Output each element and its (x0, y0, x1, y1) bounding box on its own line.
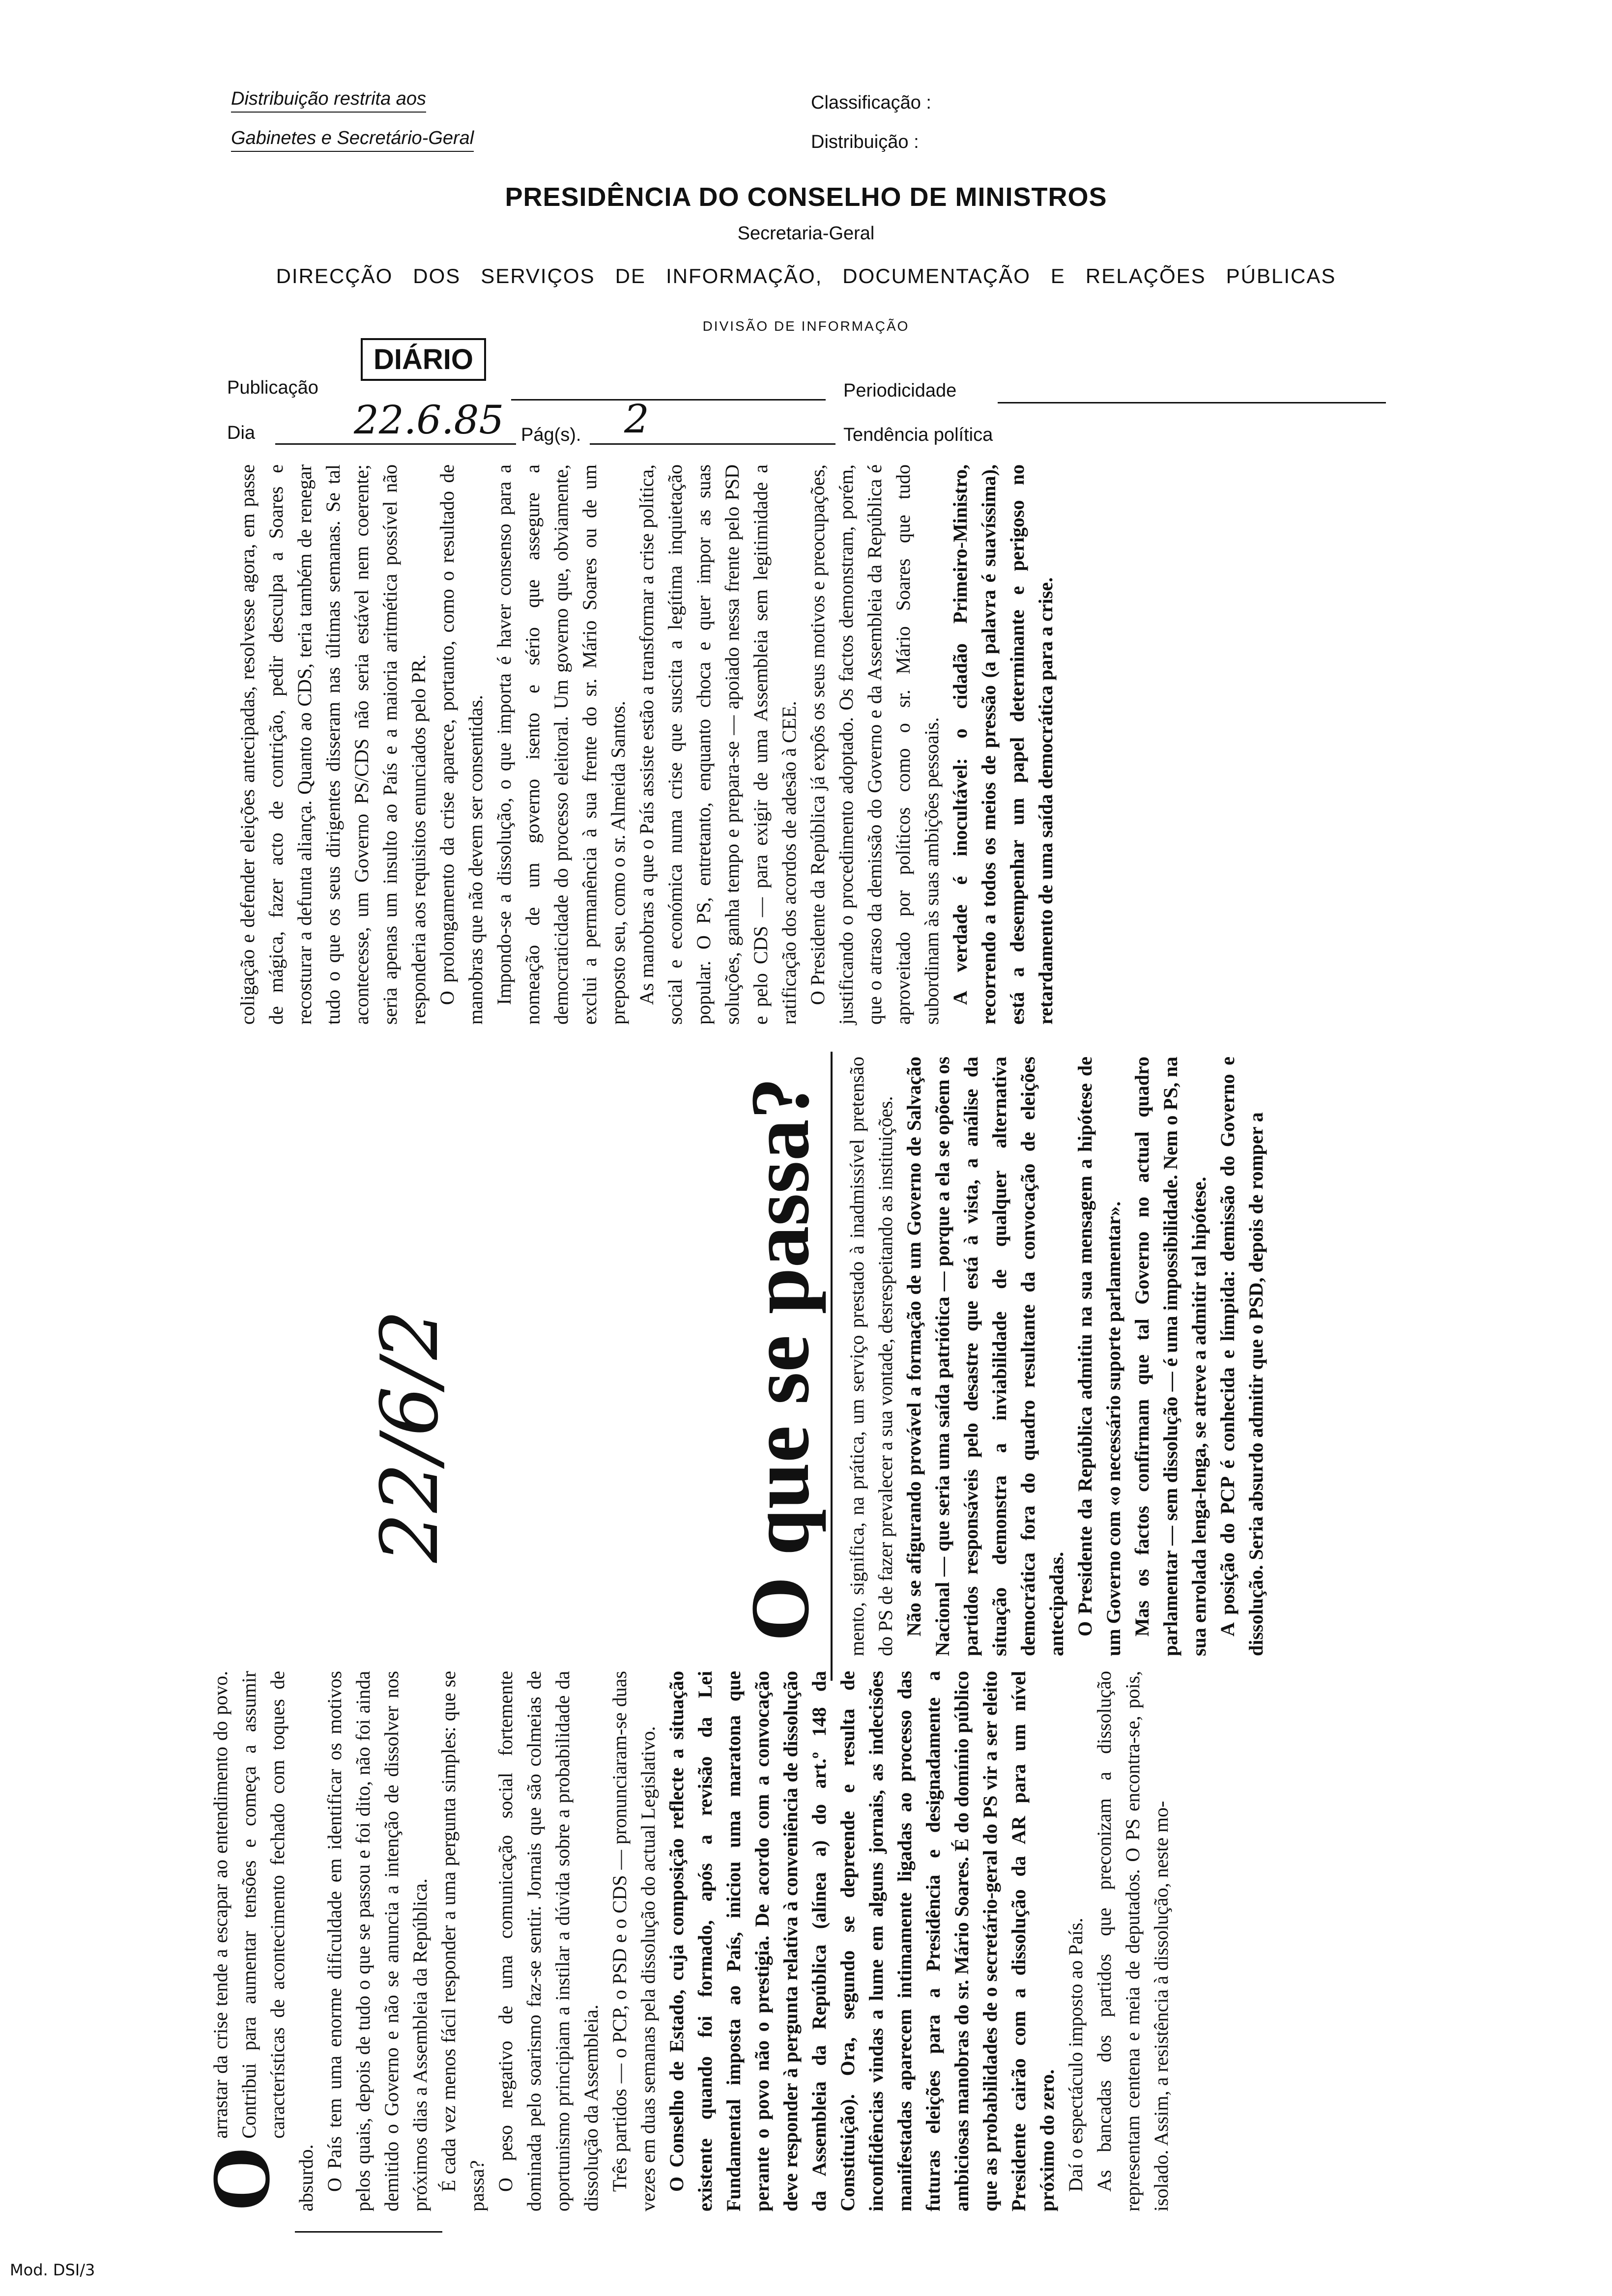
col3-paragraph: Impondo-se a dissolução, o que importa é haver consenso para a nomeação de um governo isento e sério que assegure a democraticidade do processo eleitoral. Um governo que, obviamente, exclui a permanência à sua frente do sr. Mário Soares ou de um preposto seu, como o sr. Almeida Santos. (493, 464, 629, 1025)
restricted-distribution-line2: Gabinetes e Secretário-Geral (231, 128, 474, 152)
restricted-distribution-line1: Distribuição restrita aos (231, 88, 426, 113)
col1-paragraph: O peso negativo de uma comunicação social fortemente dominada pelo soarismo faz-se sentir. Jornais que são colmeias de oportunismo principiam a instilar a dúvida sobre a probabilidade da dissolução da Assembleia. (494, 1671, 602, 2211)
model-code: Mod. DSI/3 (10, 2261, 95, 2279)
col1-paragraph: O País tem uma enorme dificuldade em identificar os motivos pelos quais, depois de tudo o que se passou e foi dito, não foi ainda demitido o Governo e não se anuncia a intenção de dissolver nos próximos dias a Assembleia da República. (323, 1671, 431, 2211)
handwritten-annotation (354, 1081, 482, 1573)
distribution-label: Distribuição : (811, 132, 919, 152)
publicacao-label: Publicação (227, 377, 318, 398)
periodicidade-label: Periodicidade (843, 380, 957, 401)
column-rule (831, 1052, 833, 1681)
paginas-label: Pág(s). (521, 425, 581, 445)
col1-paragraph: É cada vez menos fácil responder a uma pergunta simples: que se passa? (437, 1671, 488, 2211)
col3-paragraph: O Presidente da República já expôs os seus motivos e preocupações, justificando o procedimento adoptado. Os factos demonstram, porém, que o atraso da demissão do Governo e da Assembleia da República é aproveitado por políticos como o sr. Mário Soares que tudo subordinam às suas ambições pessoais. (806, 464, 943, 1025)
col2-paragraph: A posição do PCP é conhecida e límpida: demissão do Governo e dissolução. Seria absurdo admitir que o PSD, depois de romper a (1216, 1057, 1267, 1656)
article-column-2 (843, 1057, 1270, 1656)
publicacao-line (511, 399, 826, 401)
col2-paragraph: Não se afigurando provável a formação de um Governo de Salvação Nacional — que seria uma saída patriótica — porque a ela se opõem os partidos responsáveis pelo desastre que está à vista, a análise da situação demonstra a inviabilidade de qualquer alternativa democrática fora do quadro resultante da convocação de eleições antecipadas. (903, 1057, 1067, 1656)
col1-paragraph: O Conselho de Estado, cuja composição reflecte a situação existente quando foi formado, após a revisão da Lei Fundamental imposta ao País, iniciou uma maratona que perante o povo não o prestigia. De acordo com a convocação deve responder à pergunta relativa à conveniência de dissolução da Assembleia da República (alínea a) do art.º 148 da Constituição). Ora, segundo se depreende e resulta de inconfidências vindas a lume em alguns jornais, as indecisões manifestadas aparecem intimamente ligadas ao processo das futuras eleições para a Presidência e designadamente a ambiciosas manobras do sr. Mário Soares. É do domínio público que as probabilidades de o secretário-geral do PS vir a ser eleito Presidente cairão com a dissolução da AR para um nível próximo do zero. (665, 1671, 1058, 2211)
col1-paragraph: As bancadas dos partidos que preconizam a dissolução representam centena e meia de deputados. O PS encontra-se, pois, isolado. Assim, a resistência à dissolução, neste mo- (1093, 1671, 1172, 2211)
periodicidade-line (998, 402, 1386, 403)
col2-paragraph: Mas os factos confirmam que tal Governo no actual quadro parlamentar — sem dissolução — é uma impossibilidade. Nem o PS, na sua enrolada lenga-lenga, se atreve a admitir tal hipótese. (1131, 1057, 1210, 1656)
col3-paragraph: coligação e defender eleições antecipadas, resolvesse agora, em passe de mágica, fazer acto de contrição, pedir desculpa a Soares e recosturar a defunta aliança. Quanto ao CDS, teria também de renegar tudo o que os seus dirigentes disseram nas últimas semanas. Se tal acontecesse, um Governo PS/CDS não seria estável nem coerente; seria apenas um insulto ao País e a maioria aritmética possível não responderia aos requisitos enunciados pelo PR. (236, 464, 430, 1025)
bottom-rule (295, 2231, 442, 2233)
handwritten-annotation-text: 22/6/2 (364, 1310, 456, 1563)
direccao-servicos: DIRECÇÃO DOS SERVIÇOS DE INFORMAÇÃO, DOCUMENTAÇÃO E RELAÇÕES PÚBLICAS (276, 264, 1336, 287)
article-column-3 (233, 464, 1060, 1025)
classification-label: Classificação : (811, 92, 931, 113)
col3-paragraph: As manobras a que o País assiste estão a transformar a crise política, social e económica numa crise que suscita a legítima inquietação popular. O PS, entretanto, enquanto choca e quer impor as suas soluções, ganha tempo e prepara-se — apoiado nessa frente pelo PSD e pelo CDS — para exigir de uma Assembleia sem legitimidade a ratificação dos acordos de adesão à CEE. (635, 464, 800, 1025)
article-headline: O que se passa? (734, 1077, 826, 1641)
col1-paragraph: Três partidos — o PCP, o PSD e o CDS — pronunciaram-se duas vezes em duas semanas pela dissolução do actual Legislativo. (608, 1671, 659, 2211)
tendencia-label: Tendência política (843, 425, 993, 445)
col2-paragraph: mento, significa, na prática, um serviço prestado à inadmissível pretensão do PS de fazer prevalecer a sua vontade, desrespeitando as instituições. (846, 1057, 896, 1656)
col3-paragraph: O prolongamento da crise aparece, portanto, como o resultado de manobras que não devem ser consentidas. (436, 464, 487, 1025)
paginas-value: 2 (624, 396, 649, 442)
document-title: PRESIDÊNCIA DO CONSELHO DE MINISTROS (505, 182, 1107, 212)
dia-label: Dia (227, 423, 256, 443)
dia-line (275, 443, 516, 445)
col1-paragraph: Daí o espectáculo imposto ao País. (1065, 1918, 1087, 2192)
col1-paragraph: arrastar da crise tende a escapar ao entendimento do povo. Contribui para aumentar tensões e começa a assumir características de acontecimento fechado com toques de absurdo. (209, 1671, 317, 2211)
publicacao-value: DIÁRIO (361, 338, 486, 381)
col2-paragraph: O Presidente da República admitiu na sua mensagem a hipótese de um Governo com «o necessário suporte parlamentar». (1074, 1057, 1124, 1656)
secretaria-geral: Secretaria-Geral (737, 223, 875, 244)
paginas-line (590, 443, 835, 445)
divisao-informacao: DIVISÃO DE INFORMAÇÃO (702, 318, 910, 334)
dia-value: 22.6.85 (354, 397, 504, 443)
article-dropcap: O (195, 2146, 287, 2211)
col3-paragraph: A verdade é inocultável: o cidadão Primeiro-Ministro, recorrendo a todos os meios de pressão (a palavra é suavíssima), está a desempenhar um papel determinante e perigoso no retardamento de uma saída democrática para a crise. (949, 464, 1057, 1025)
article-column-1 (195, 1671, 1176, 2211)
